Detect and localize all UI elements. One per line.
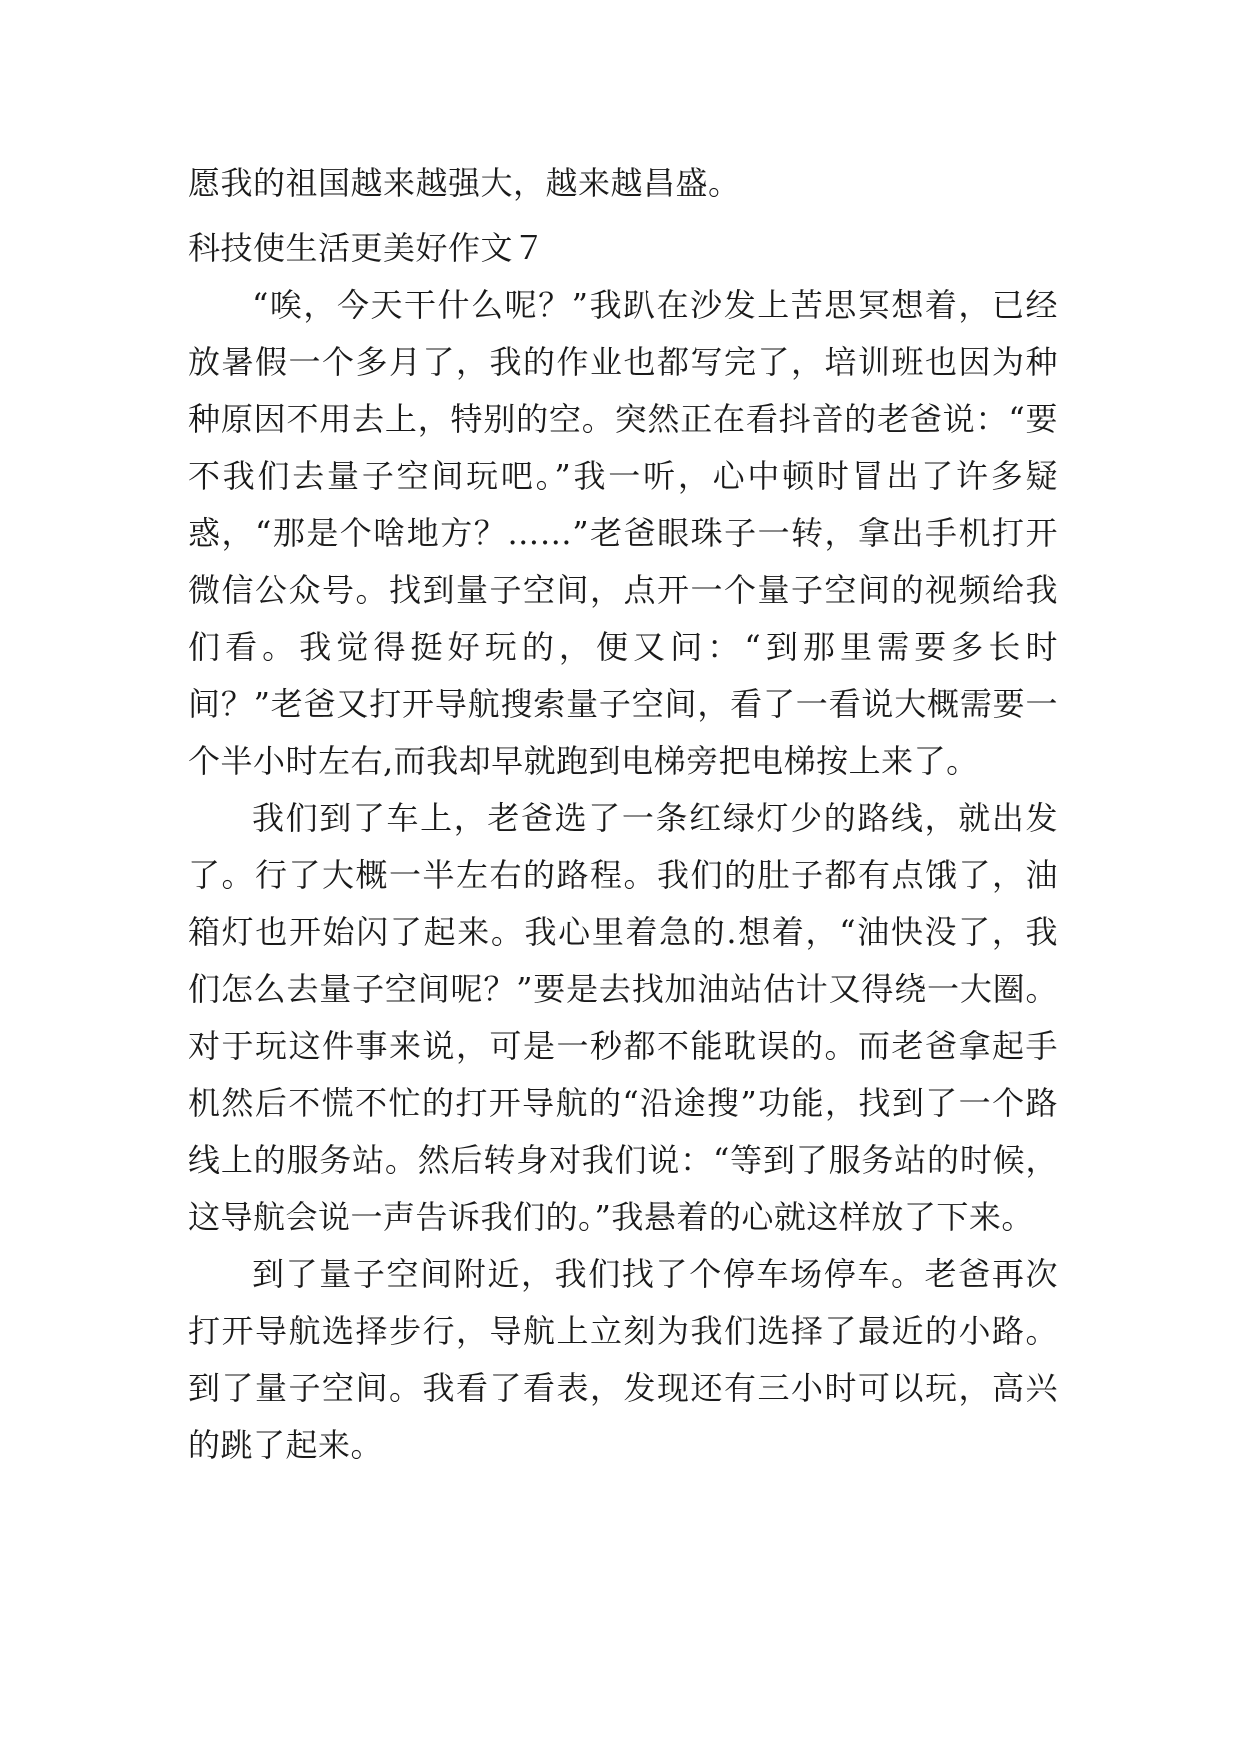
paragraph-1: “唉，今天干什么呢？”我趴在沙发上苦思冥想着，已经放暑假一个多月了，我的作业也都写完了，培训班也因为种种原因不用去上，特别的空。突然正在看抖音的老爸说：“要不我们去量子空间玩吧。”我一听，心中顿时冒出了许多疑惑，“那是个啥地方？……”老爸眼珠子一转，拿出手机打开微信公众号。找到量子空间，点开一个量子空间的视频给我们看。我觉得挺好玩的，便又问：“到那里需要多长时间？”老爸又打开导航搜索量子空间，看了一看说大概需要一个半小时左右,而我却早就跑到电梯旁把电梯按上来了。 (188, 286, 1058, 780)
document-body (188, 163, 1058, 1474)
paragraph-2: 我们到了车上，老爸选了一条红绿灯少的路线，就出发了。行了大概一半左右的路程。我们的肚子都有点饿了，油箱灯也开始闪了起来。我心里着急的.想着，“油快没了，我们怎么去量子空间呢？”要是去找加油站估计又得绕一大圈。对于玩这件事来说，可是一秒都不能耽误的。而老爸拿起手机然后不慌不忙的打开导航的“沿途搜”功能，找到了一个路线上的服务站。然后转身对我们说：“等到了服务站的时候，这导航会说一声告诉我们的。”我悬着的心就这样放了下来。 (188, 799, 1058, 1236)
paragraph-3: 到了量子空间附近，我们找了个停车场停车。老爸再次打开导航选择步行，导航上立刻为我们选择了最近的小路。到了量子空间。我看了看表，发现还有三小时可以玩，高兴的跳了起来。 (188, 1255, 1058, 1464)
continuation-line: 愿我的祖国越来越强大，越来越昌盛。 (188, 164, 741, 202)
essay-title: 科技使生活更美好作文７ (188, 229, 546, 267)
